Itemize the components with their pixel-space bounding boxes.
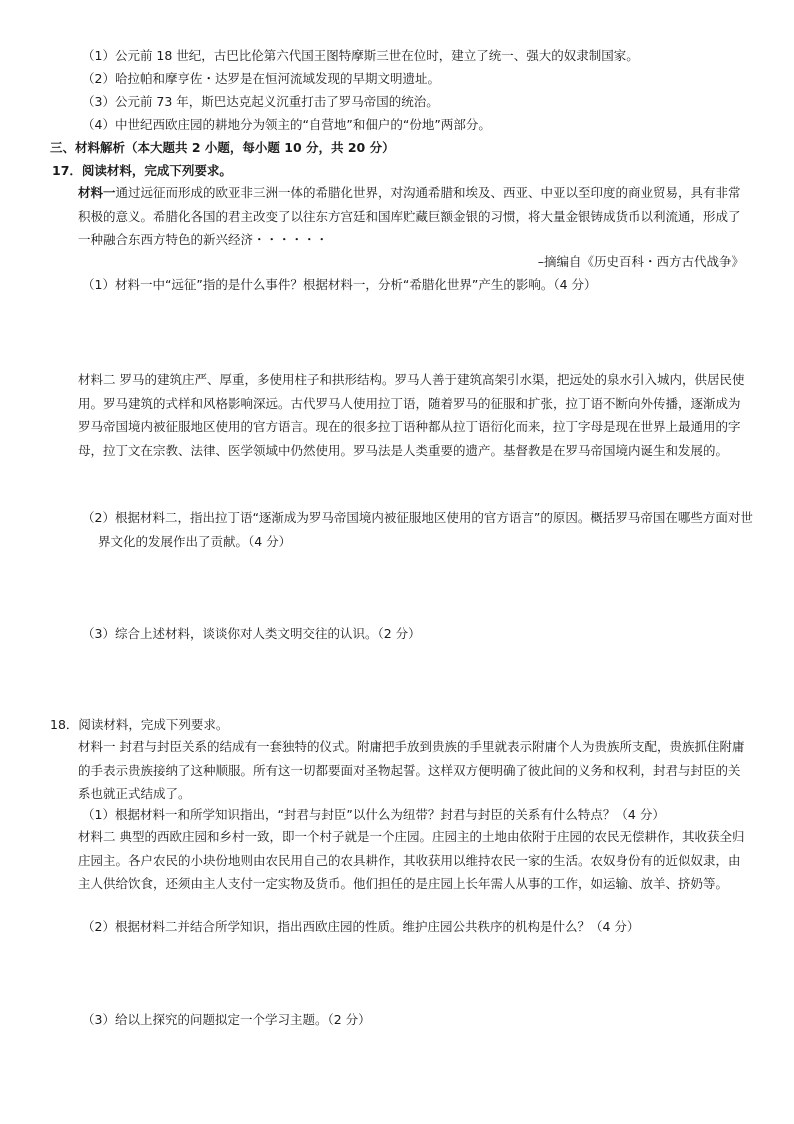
- option-1: （1）公元前 18 世纪，古巴比伦第六代国王图特摩斯三世在位时，建立了统一、强大的奴隶制国家。: [82, 48, 639, 63]
- q17-title: 17．阅读材料，完成下列要求。: [52, 163, 232, 178]
- q18-material-2: 材料二 典型的西欧庄园和乡村一致，即一个村子就是一个庄园。庄园主的土地由依附于庄园的农民无偿耕作，其收获全归庄园主。各户农民的小块份地则由农民用自己的农具耕作，其收获用以维持农民一家的生活。农奴身份有的近似奴隶，由主人供给饮食，还须由主人支付一定实物及货币。他们担任的是庄园上长年需人从事的工作，如运输、放羊、挤奶等。: [78, 829, 745, 891]
- option-4: （4）中世纪西欧庄园的耕地分为领主的“自营地”和佃户的“份地”两部分。: [82, 117, 491, 132]
- option-2: （2）哈拉帕和摩亨佐・达罗是在恒河流域发现的早期文明遗址。: [82, 71, 440, 86]
- q17-material-1: [78, 181, 746, 252]
- q17-subquestion-1: （1）材料一中“远征”指的是什么事件？根据材料一，分析“希腊化世界”产生的影响。（4 分）: [82, 277, 597, 292]
- q17-material-1-text: 通过远征而形成的欧亚非三洲一体的希腊化世界，对沟通希腊和埃及、西亚、中亚以至印度的商业贸易，具有非常积极的意义。希腊化各国的君主改变了以往东方宫廷和国库贮藏巨额金银的习惯，将大量金银铸成货币以利流通，形成了一种融合东西方特色的新兴经济・・・・・・: [78, 185, 741, 247]
- q17-subquestion-3: （3）综合上述材料，谈谈你对人类文明交往的认识。（2 分）: [82, 626, 421, 641]
- q18-material-1: 材料一 封君与封臣关系的结成有一套独特的仪式。附庸把手放到贵族的手里就表示附庸个人为贵族所支配，贵族抓住附庸的手表示贵族接纳了这种顺服。所有这一切都要面对圣物起誓。这样双方便明确了彼此间的义务和权利，封君与封臣的关系也就正式结成了。: [78, 739, 745, 801]
- q17-material-1-source: –摘编自《历史百科・西方古代战争》: [537, 254, 744, 269]
- q17-subquestion-2: （2）根据材料二，指出拉丁语“逐渐成为罗马帝国境内被征服地区使用的官方语言”的原因。概括罗马帝国在哪些方面对世界文化的发展作出了贡献。（4 分）: [82, 510, 753, 549]
- q18-subquestion-3: （3）给以上探究的问题拟定一个学习主题。（2 分）: [82, 1012, 371, 1027]
- q17-material-1-label: 材料一: [78, 185, 116, 200]
- q18-subquestion-2: （2）根据材料二并结合所学知识，指出西欧庄园的性质。维护庄园公共秩序的机构是什么？（4 分）: [82, 919, 640, 934]
- q17-material-2: 材料二 罗马的建筑庄严、厚重，多使用柱子和拱形结构。罗马人善于建筑高架引水渠，把远处的泉水引入城内，供居民使用。罗马建筑的式样和风格影响深远。古代罗马人使用拉丁语，随着罗马的征服和扩张，拉丁语不断向外传播，逐渐成为罗马帝国境内被征服地区使用的官方语言。现在的很多拉丁语种都从拉丁语衍化而来，拉丁字母是现在世界上最通用的字母，拉丁文在宗教、法律、医学领域中仍然使用。罗马法是人类重要的遗产。基督教是在罗马帝国境内诞生和发展的。: [78, 372, 745, 458]
- option-3: （3）公元前 73 年，斯巴达克起义沉重打击了罗马帝国的统治。: [82, 94, 439, 109]
- q18-title: 18．阅读材料，完成下列要求。: [50, 717, 229, 732]
- q18-subquestion-1: （1）根据材料一和所学知识指出，“封君与封臣”以什么为纽带？封君与封臣的关系有什么特点？（4 分）: [82, 807, 665, 822]
- section-heading: 三、材料解析（本大题共 2 小题，每小题 10 分，共 20 分）: [50, 140, 395, 155]
